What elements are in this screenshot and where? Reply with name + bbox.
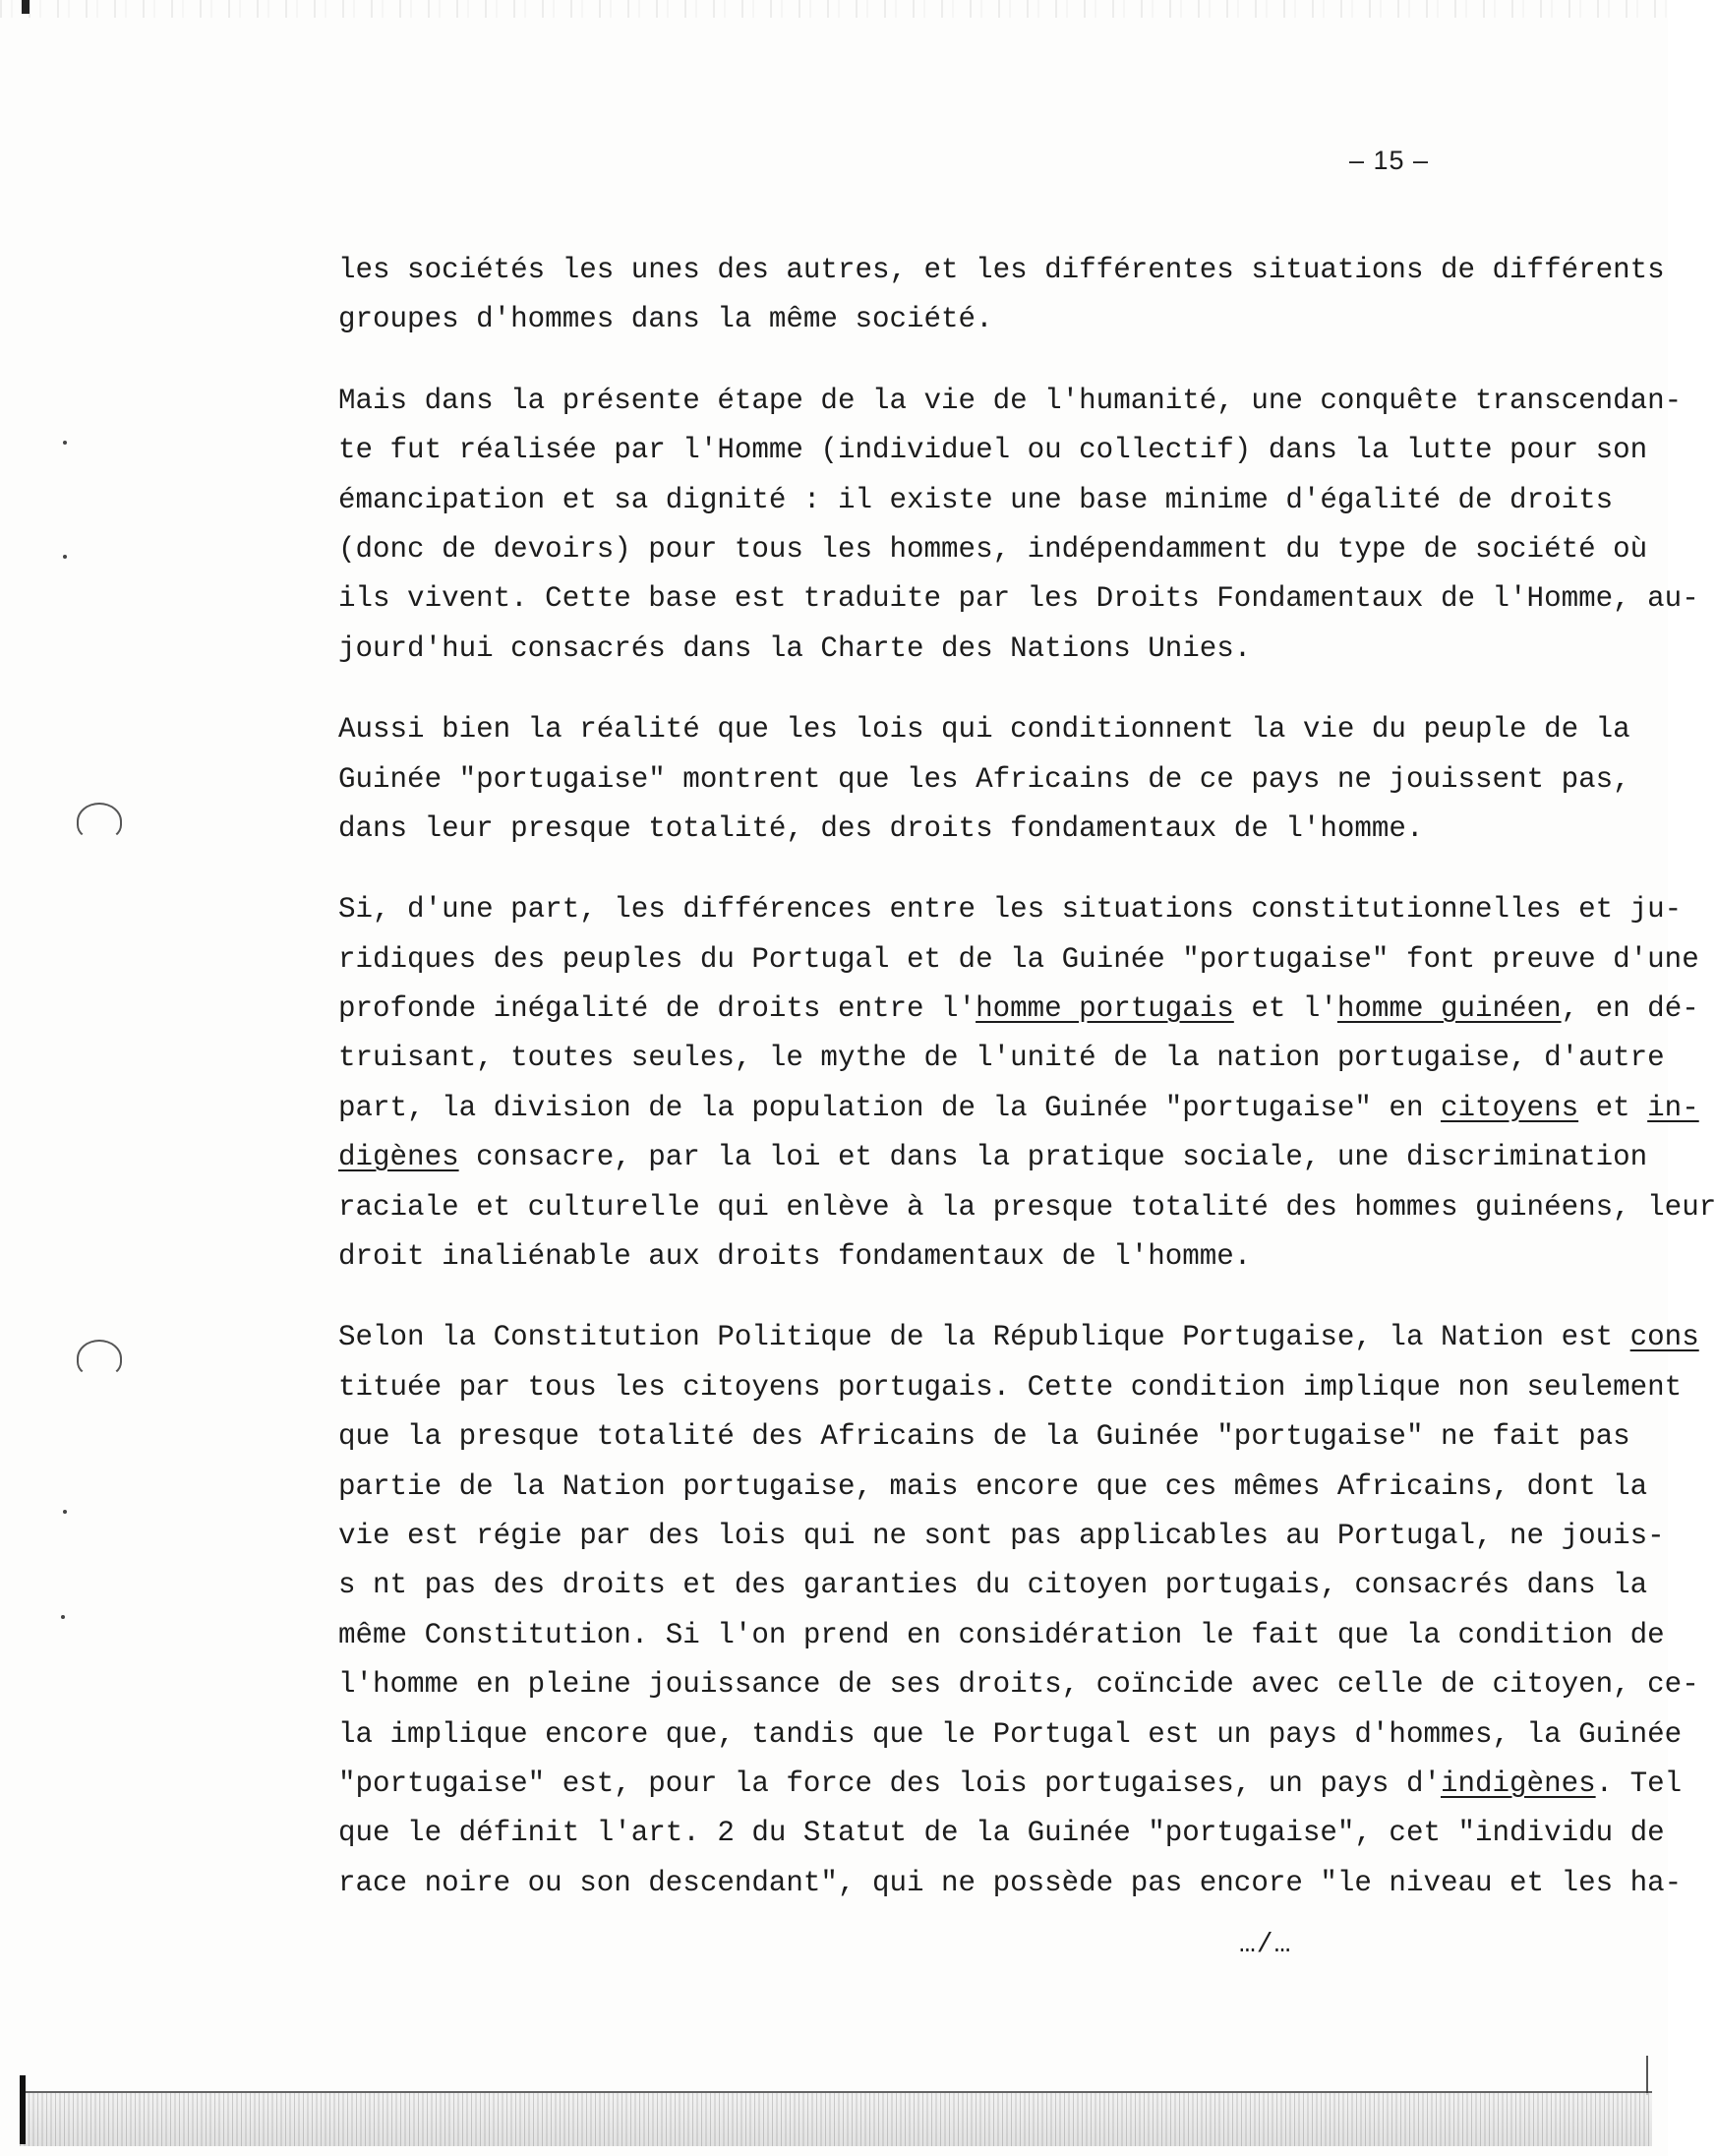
text-segment: , en dé-: [1561, 992, 1699, 1026]
text-line: te fut réalisée par l'Homme (individuel ou collectif) dans la lutte pour son: [338, 434, 1648, 467]
paragraph-3: [338, 705, 1630, 854]
scan-edge-mark: [1646, 2056, 1648, 2095]
text-line: truisant, toutes seules, le mythe de l'unité de la nation portugaise, d'autre: [338, 1042, 1665, 1075]
paragraph-2: [338, 377, 1699, 674]
text-line: l'homme en pleine jouissance de ses droits, coïncide avec celle de citoyen, ce-: [338, 1668, 1699, 1702]
scan-speck: [63, 1510, 67, 1514]
text-line: Aussi bien la réalité que les lois qui conditionnent la vie du peuple de la: [338, 713, 1630, 747]
underlined-term: citoyens: [1440, 1091, 1579, 1124]
underlined-term: digènes: [338, 1141, 459, 1174]
text-line: droit inaliénable aux droits fondamentaux de l'homme.: [338, 1240, 1252, 1274]
text-line: tituée par tous les citoyens portugais. Cette condition implique non seulement: [338, 1370, 1683, 1404]
text-segment: part, la division de la population de la Guinée "portugaise" en: [338, 1091, 1441, 1124]
body-text: [338, 246, 1716, 1940]
text-line: [338, 1760, 1683, 1809]
text-line: que le définit l'art. 2 du Statut de la Guinée "portugaise", cet "individu de: [338, 1817, 1665, 1850]
text-line: [338, 1084, 1699, 1133]
text-line: les sociétés les unes des autres, et les différentes situations de différents: [338, 254, 1665, 286]
scan-top-edge: [0, 0, 1668, 18]
text-line: ils vivent. Cette base est traduite par les Droits Fondamentaux de l'Homme, au-: [338, 582, 1699, 616]
text-line: Guinée "portugaise" montrent que les Africains de ce pays ne jouissent pas,: [338, 762, 1630, 796]
scan-bottom-edge: [20, 2091, 1652, 2146]
text-line: que la presque totalité des Africains de la Guinée "portugaise" ne fait pas: [338, 1420, 1630, 1454]
text-line: la implique encore que, tandis que le Portugal est un pays d'hommes, la Guinée: [338, 1717, 1683, 1751]
scan-speck: [63, 555, 67, 559]
text-segment: "portugaise" est, pour la force des lois portugaises, un pays d': [338, 1767, 1441, 1800]
scan-corner-mark: [22, 0, 30, 14]
underlined-term: cons: [1629, 1321, 1699, 1354]
continuation-mark: …/…: [1239, 1930, 1292, 1960]
text-segment: . Tel: [1595, 1767, 1683, 1800]
underlined-term: in-: [1647, 1091, 1699, 1124]
text-line: même Constitution. Si l'on prend en considération le fait que la condition de: [338, 1618, 1665, 1651]
text-line: (donc de devoirs) pour tous les hommes, indépendamment du type de société où: [338, 532, 1648, 566]
text-line: race noire ou son descendant", qui ne possède pas encore "le niveau et les ha-: [338, 1866, 1683, 1899]
text-line: [338, 985, 1699, 1034]
text-line: ridiques des peuples du Portugal et de la Guinée "portugaise" font preuve d'une: [338, 942, 1699, 976]
paragraph-4: [338, 885, 1716, 1282]
underlined-term: indigènes: [1440, 1767, 1596, 1800]
text-segment: consacre, par la loi et dans la pratique sociale, une discrimination: [458, 1141, 1648, 1174]
text-segment: Selon la Constitution Politique de la République Portugaise, la Nation est: [338, 1321, 1630, 1354]
text-line: dans leur presque totalité, des droits fondamentaux de l'homme.: [338, 811, 1424, 845]
underlined-term: homme guinéen: [1336, 992, 1562, 1026]
paragraph-5: [338, 1313, 1699, 1908]
text-line: vie est régie par des lois qui ne sont pas applicables au Portugal, ne jouis-: [338, 1519, 1665, 1552]
scan-speck: [63, 441, 67, 445]
scan-corner-mark: [20, 2075, 26, 2144]
text-line: partie de la Nation portugaise, mais encore que ces mêmes Africains, dont la: [338, 1469, 1648, 1503]
text-line: groupes d'hommes dans la même société.: [338, 303, 993, 336]
underlined-term: homme portugais: [976, 992, 1234, 1026]
scan-speck: [61, 1615, 65, 1619]
text-segment: et l': [1233, 992, 1337, 1026]
text-line: Mais dans la présente étape de la vie de l'humanité, une conquête transcendan-: [338, 384, 1683, 417]
text-line: jourd'hui consacrés dans la Charte des Nations Unies.: [338, 631, 1252, 665]
text-line: raciale et culturelle qui enlève à la presque totalité des hommes guinéens, leur: [338, 1190, 1716, 1224]
punch-hole-icon: [77, 803, 122, 840]
text-line: [338, 1313, 1699, 1362]
text-line: Si, d'une part, les différences entre les situations constitutionnelles et ju-: [338, 893, 1683, 927]
paragraph-1: [338, 246, 1665, 345]
text-segment: profonde inégalité de droits entre l': [338, 992, 976, 1026]
page-number: – 15 –: [1349, 146, 1430, 175]
text-segment: et: [1578, 1091, 1648, 1124]
punch-hole-icon: [77, 1340, 122, 1377]
text-line: s nt pas des droits et des garanties du citoyen portugais, consacrés dans la: [338, 1569, 1648, 1602]
text-line: émancipation et sa dignité : il existe une base minime d'égalité de droits: [338, 483, 1614, 516]
text-line: [338, 1133, 1648, 1182]
